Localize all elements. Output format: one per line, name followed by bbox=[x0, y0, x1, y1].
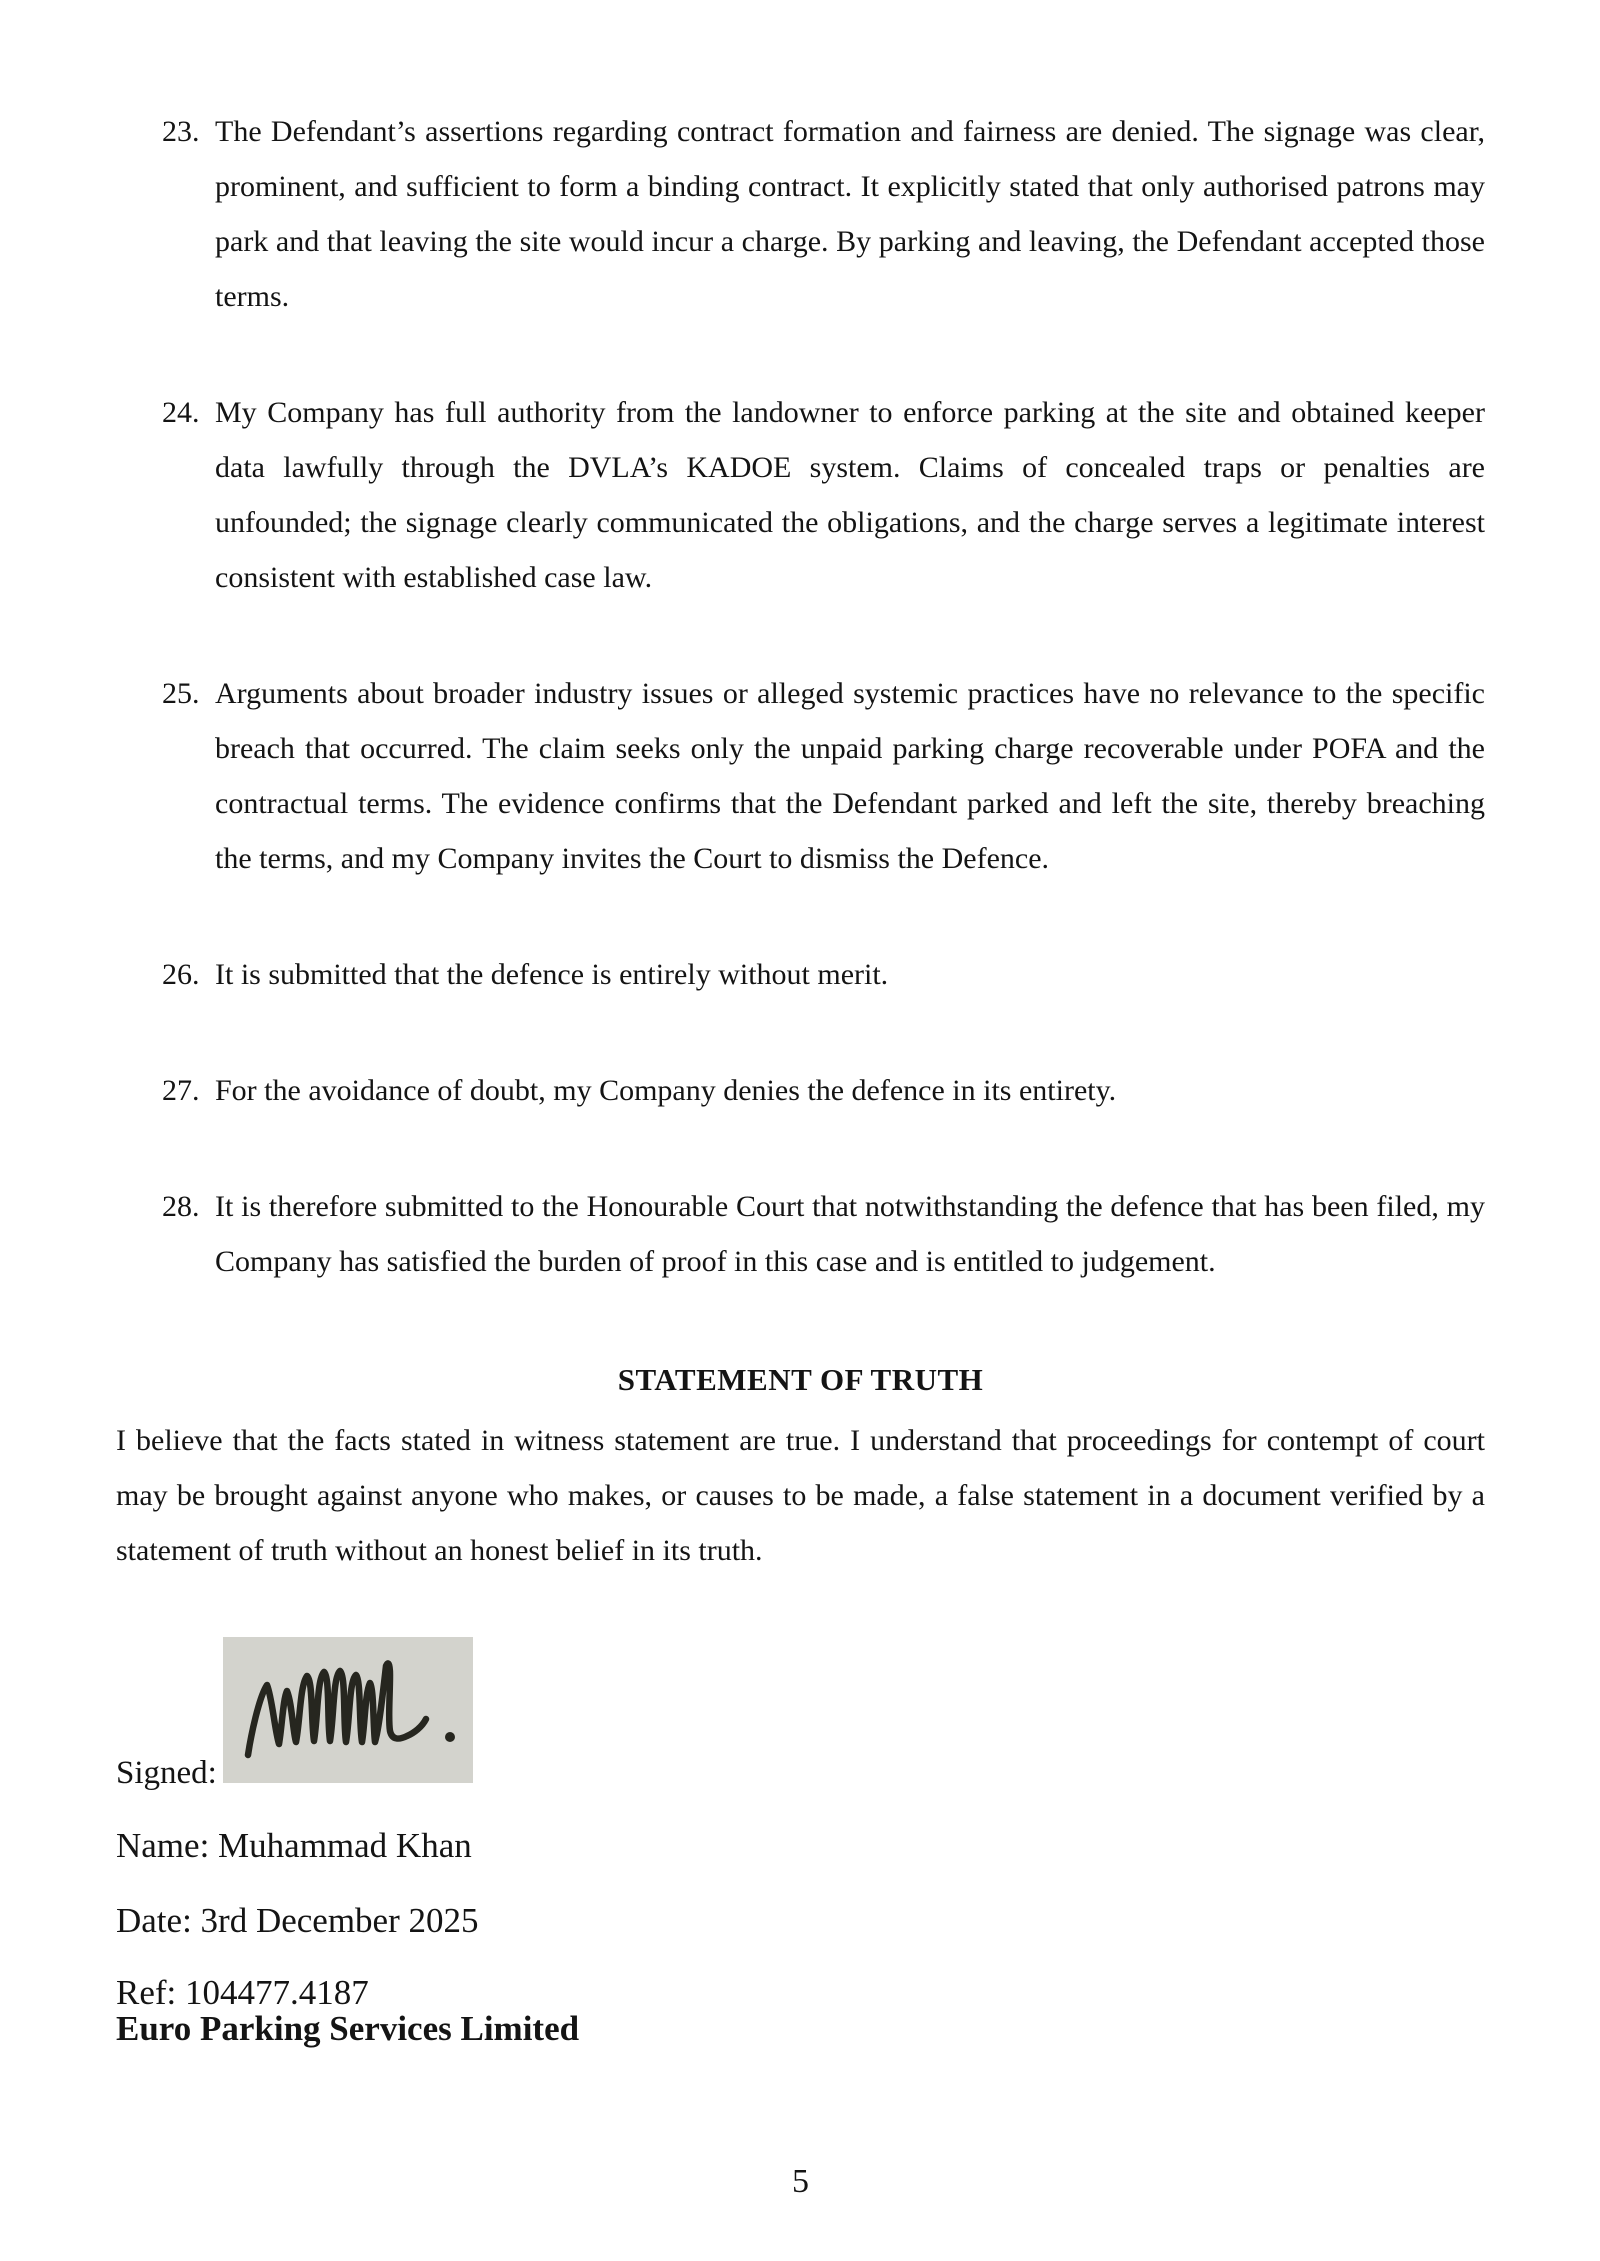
numbered-paragraph-24 bbox=[162, 385, 1485, 605]
numbered-paragraph-26 bbox=[162, 947, 1485, 1002]
paragraph-number: 27. bbox=[162, 1074, 200, 1107]
statement-of-truth-body: I believe that the facts stated in witness statement are true. I understand that proceedings for contempt of court may be brought against anyone who makes, or causes to be made, a false statement in a document verified by a statement of truth without an honest belief in its truth. bbox=[116, 1424, 1485, 1567]
paragraph-text: My Company has full authority from the landowner to enforce parking at the site and obtained keeper data lawfully through the DVLA’s KADOE system. Claims of concealed traps or penalties are unfounded; the signage clearly communicated the obligations, and the charge serves a legitimate interest consistent with established case law. bbox=[215, 396, 1485, 594]
paragraph-text: It is therefore submitted to the Honourable Court that notwithstanding the defence that has been filed, my Company has satisfied the burden of proof in this case and is entitled to judgement. bbox=[215, 1190, 1485, 1278]
paragraph-text: It is submitted that the defence is entirely without merit. bbox=[215, 958, 889, 991]
paragraph-number: 25. bbox=[162, 677, 200, 710]
paragraph-text: For the avoidance of doubt, my Company denies the defence in its entirety. bbox=[215, 1074, 1117, 1107]
signature-ink-dot bbox=[445, 1732, 455, 1742]
signed-row bbox=[116, 1637, 1485, 1791]
paragraph-text: The Defendant’s assertions regarding contract formation and fairness are denied. The signage was clear, prominent, and sufficient to form a binding contract. It explicitly stated that only authorised patrons may park and that leaving the site would incur a charge. By parking and leaving, the Defendant accepted those terms. bbox=[215, 115, 1485, 313]
signed-label: Signed: bbox=[116, 1755, 217, 1791]
statement-of-truth-heading: STATEMENT OF TRUTH bbox=[617, 1362, 984, 1397]
numbered-paragraph-23 bbox=[162, 104, 1485, 324]
document-content bbox=[116, 104, 1485, 2202]
paragraph-number: 28. bbox=[162, 1190, 200, 1223]
company-name: Euro Parking Services Limited bbox=[116, 2009, 580, 2048]
numbered-paragraph-28 bbox=[162, 1179, 1485, 1289]
paragraph-text: Arguments about broader industry issues or alleged systemic practices have no relevance to the specific breach that occurred. The claim seeks only the unpaid parking charge recoverable under POFA and the contractual terms. The evidence confirms that the Defendant parked and left the site, thereby breaching the terms, and my Company invites the Court to dismiss the Defence. bbox=[215, 677, 1485, 875]
signature-image bbox=[223, 1637, 473, 1783]
signatory-name-line: Name: Muhammad Khan bbox=[116, 1826, 472, 1865]
numbered-paragraph-25 bbox=[162, 666, 1485, 886]
paragraph-number: 26. bbox=[162, 958, 200, 991]
numbered-paragraph-27 bbox=[162, 1063, 1485, 1118]
paragraph-number: 23. bbox=[162, 115, 200, 148]
signature-date-line: Date: 3rd December 2025 bbox=[116, 1901, 479, 1940]
reference-number-line: Ref: 104477.4187 bbox=[116, 1973, 369, 2012]
page-number: 5 bbox=[792, 2163, 809, 2200]
paragraph-number: 24. bbox=[162, 396, 200, 429]
